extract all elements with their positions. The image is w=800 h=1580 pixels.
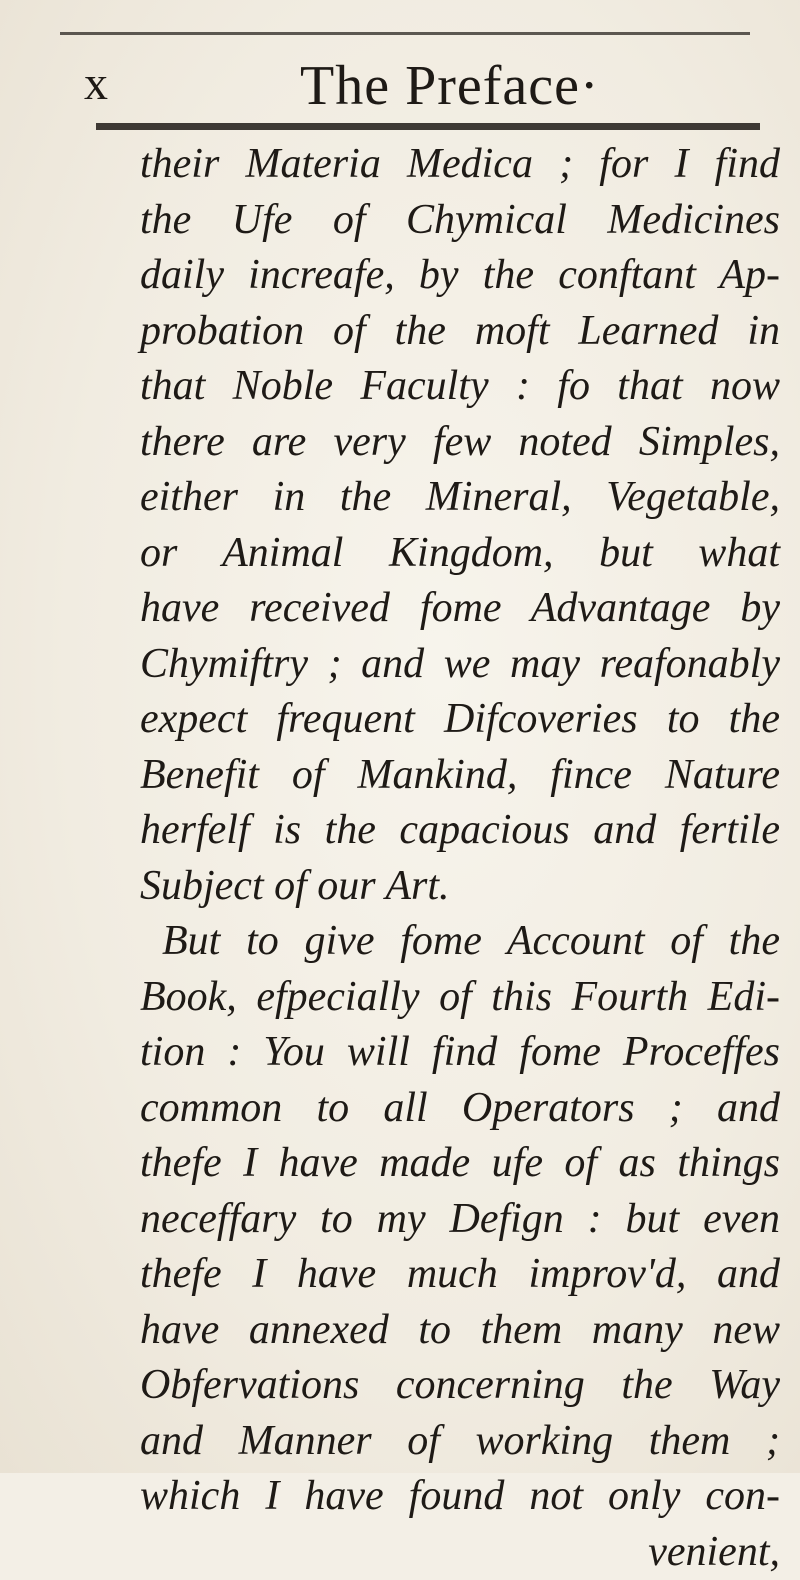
text-line: have annexed to them many new <box>140 1303 780 1359</box>
page-header <box>0 46 800 116</box>
body-text <box>140 137 780 1580</box>
text-line: the Ufe of Chymical Medicines <box>140 193 780 249</box>
text-line: and Manner of working them ; <box>140 1414 780 1470</box>
text-line: Subject of our Art. <box>140 859 780 915</box>
text-line: thefe I have much improv'd, and <box>140 1247 780 1303</box>
text-line: there are very few noted Simples, <box>140 415 780 471</box>
text-line: But to give fome Account of the <box>140 914 780 970</box>
text-line: herfelf is the capacious and fertile <box>140 803 780 859</box>
top-edge-rule <box>60 32 750 35</box>
text-line: either in the Mineral, Vegetable, <box>140 470 780 526</box>
page-number: x <box>84 60 109 108</box>
text-line: Chymiftry ; and we may reafonably <box>140 637 780 693</box>
text-line: or Animal Kingdom, but what <box>140 526 780 582</box>
text-line: their Materia Medica ; for I find <box>140 137 780 193</box>
catchword-line: venient, <box>140 1525 780 1580</box>
text-line: Obfervations concerning the Way <box>140 1358 780 1414</box>
text-line: tion : You will find fome Proceffes <box>140 1025 780 1081</box>
text-line: neceffary to my Defign : but even <box>140 1192 780 1248</box>
text-line: expect frequent Difcoveries to the <box>140 692 780 748</box>
running-head: The Preface· <box>300 58 600 114</box>
text-line: have received fome Advantage by <box>140 581 780 637</box>
text-line: which I have found not only con- <box>140 1469 780 1525</box>
text-line: daily increafe, by the conftant Ap- <box>140 248 780 304</box>
text-line: Book, efpecially of this Fourth Edi- <box>140 970 780 1026</box>
text-line: probation of the moft Learned in <box>140 304 780 360</box>
text-line: common to all Operators ; and <box>140 1081 780 1137</box>
text-line: thefe I have made ufe of as things <box>140 1136 780 1192</box>
header-rule <box>96 123 760 130</box>
text-line: that Noble Faculty : fo that now <box>140 359 780 415</box>
text-line: Benefit of Mankind, fince Nature <box>140 748 780 804</box>
